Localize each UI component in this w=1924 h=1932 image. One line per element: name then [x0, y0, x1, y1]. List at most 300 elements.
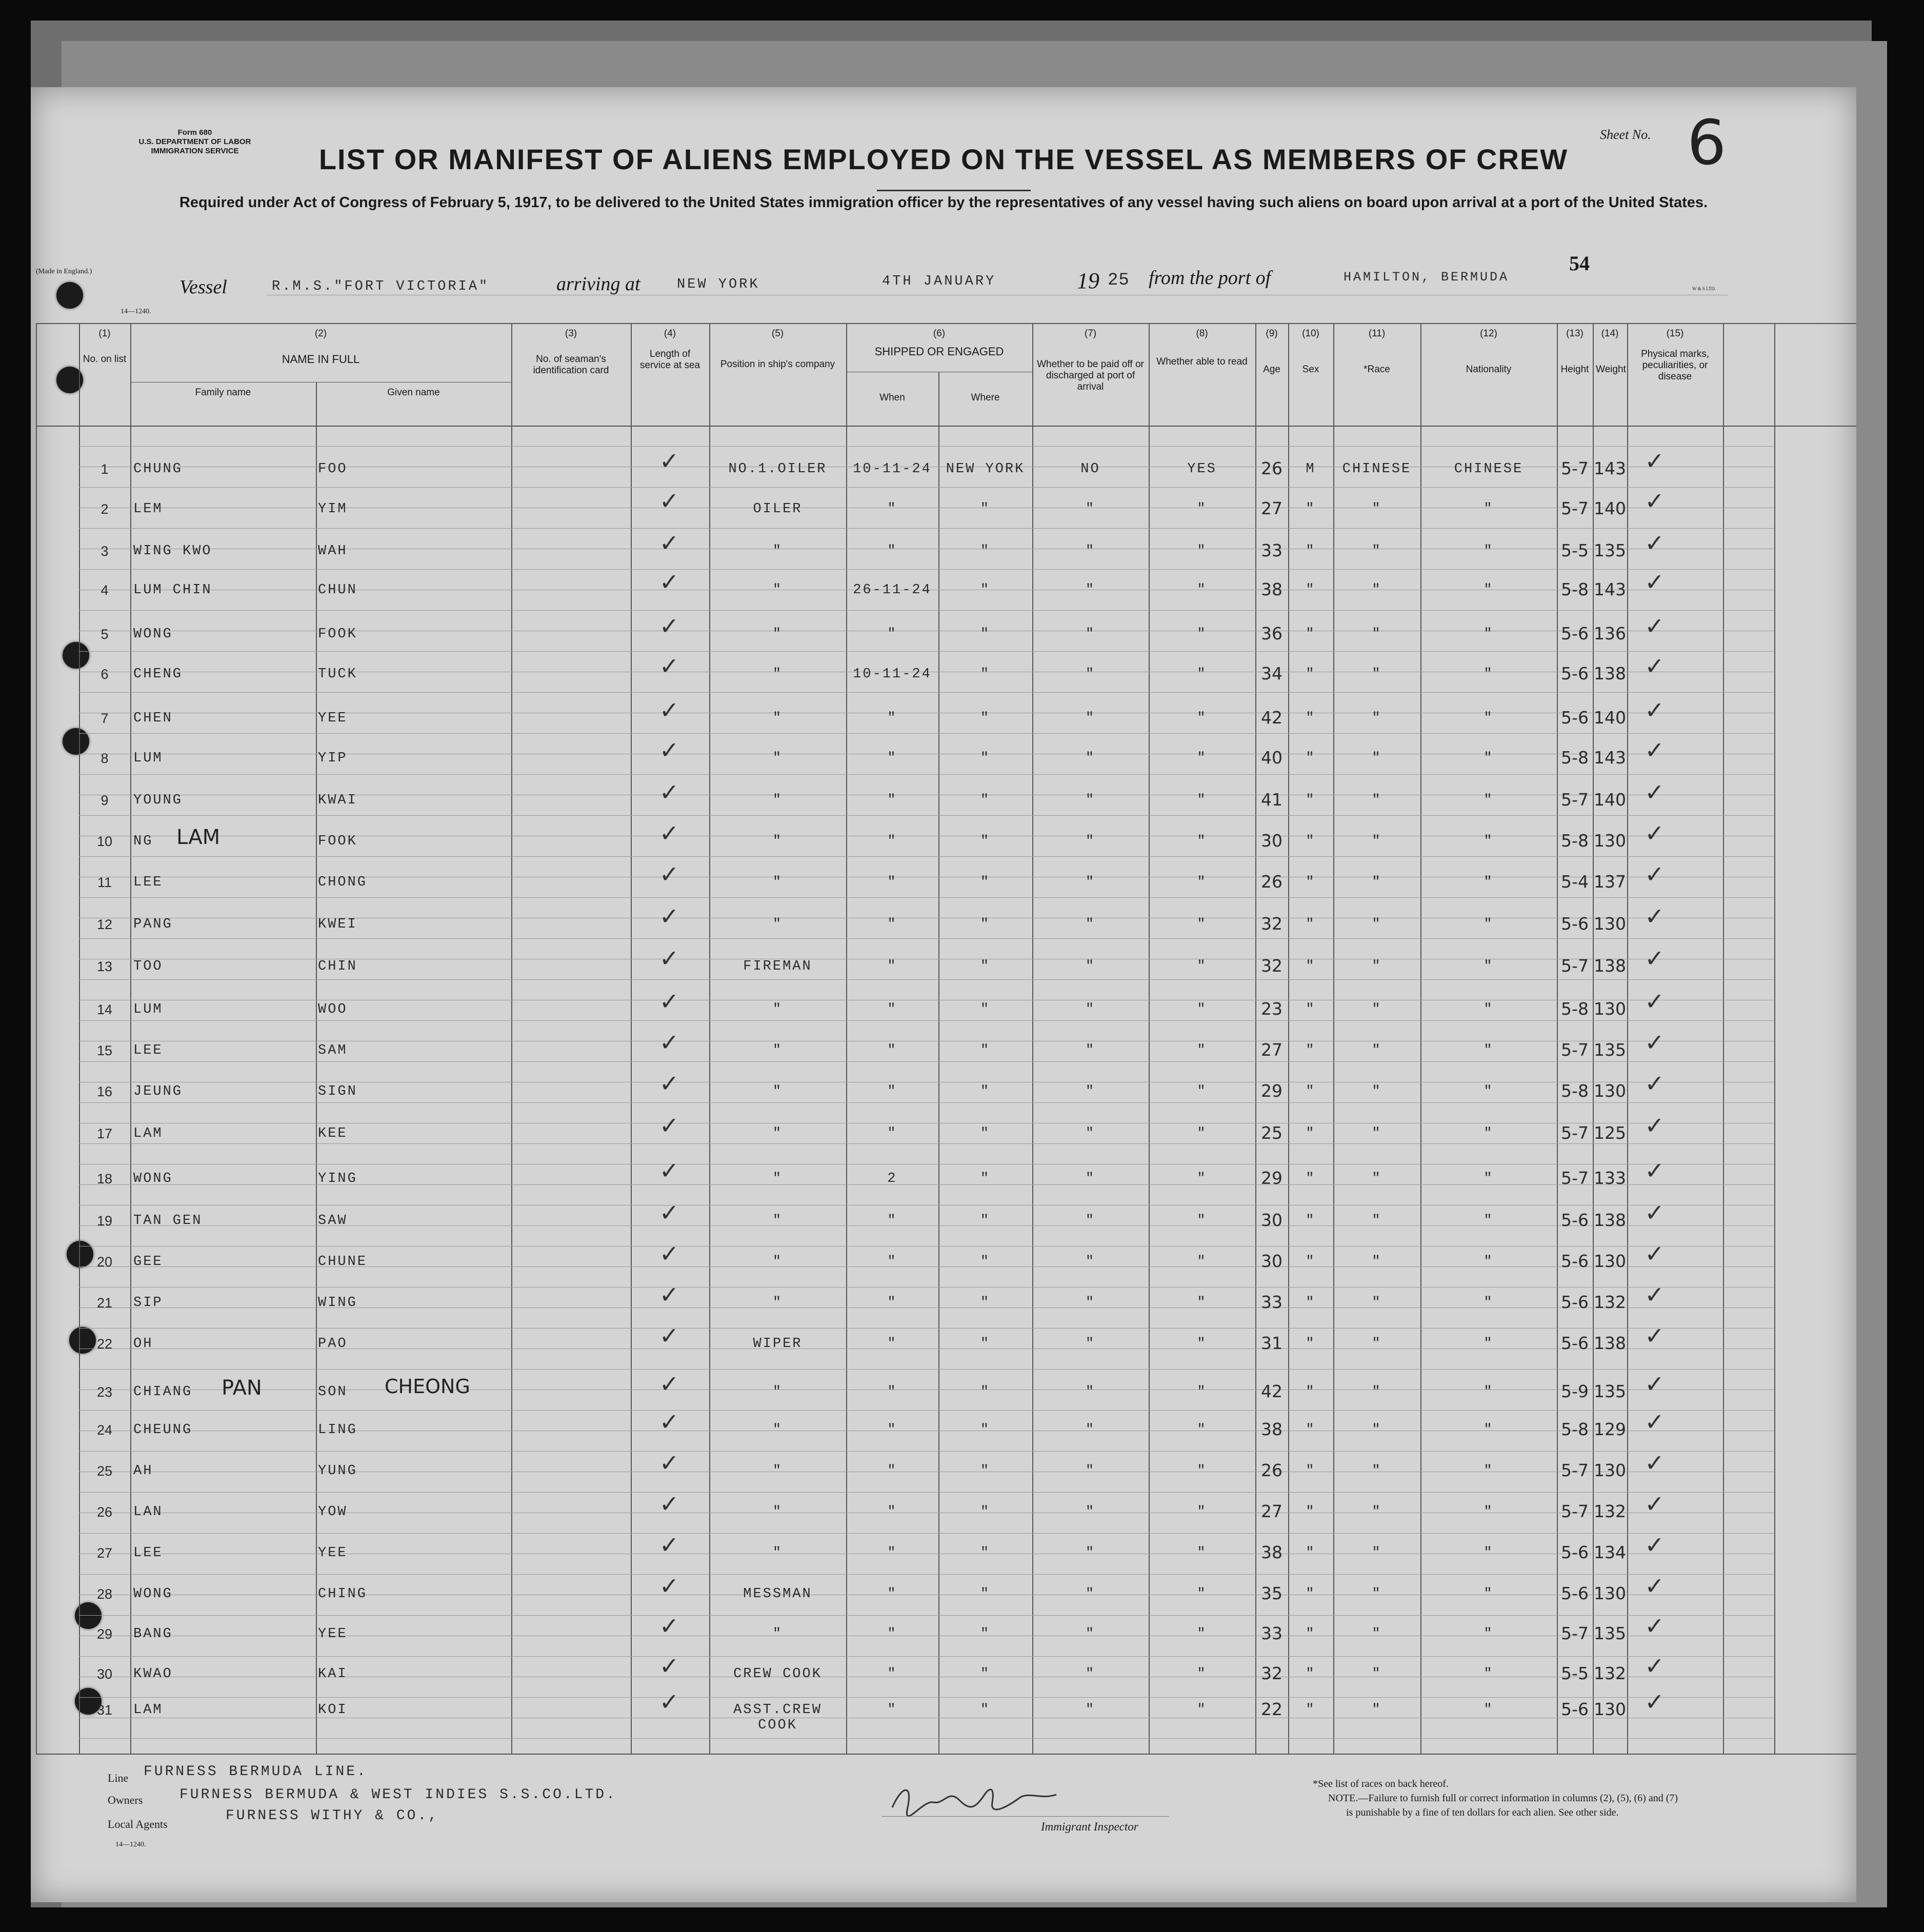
cell-no: 8 — [101, 751, 109, 766]
cell-read: " — [1197, 1254, 1207, 1270]
cell-position: " — [772, 711, 783, 726]
cell-where: " — [980, 1702, 991, 1718]
cell-paid: " — [1085, 1586, 1096, 1602]
cell-race: " — [1372, 1084, 1382, 1099]
cell-service: ✓ — [659, 1112, 681, 1139]
cell-paid: NO — [1080, 461, 1100, 477]
cell-family: LAN — [133, 1504, 163, 1520]
cell-age: 38 — [1261, 1542, 1282, 1562]
cell-sex: " — [1306, 544, 1316, 559]
cell-nationality: " — [1484, 1422, 1494, 1438]
ruled-line — [79, 1328, 1774, 1329]
column-divider — [130, 323, 131, 1754]
cell-when: " — [887, 501, 897, 517]
cell-nationality: " — [1484, 834, 1494, 849]
cell-when: " — [887, 1626, 897, 1642]
cell-age: 27 — [1261, 1501, 1282, 1521]
cell-race: " — [1372, 1171, 1382, 1186]
cell-weight: 129 — [1594, 1419, 1626, 1439]
cell-height: 5-6 — [1561, 1699, 1589, 1719]
cell-position: FIREMAN — [743, 959, 812, 974]
cell-no: 29 — [96, 1626, 113, 1642]
cell-sex: " — [1306, 751, 1316, 766]
cell-weight: 130 — [1594, 999, 1626, 1019]
cell-marks: ✓ — [1645, 652, 1666, 680]
cell-family: PANG — [133, 917, 173, 932]
cell-family: LEE — [133, 875, 163, 890]
cell-family: NG — [133, 834, 153, 849]
cell-given: CHONG — [318, 875, 368, 890]
cell-weight: 143 — [1594, 458, 1626, 478]
cell-where: " — [980, 959, 991, 974]
cell-position: ASST.CREW COOK — [733, 1702, 822, 1733]
cell-position: " — [772, 1384, 783, 1400]
column-number: (4) — [664, 328, 676, 339]
total-count: 54 — [1569, 252, 1590, 275]
ruled-line — [79, 569, 1774, 570]
cell-read: " — [1197, 1084, 1207, 1099]
cell-when: " — [887, 1084, 897, 1099]
ruled-line — [79, 1697, 1774, 1698]
cell-weight: 130 — [1594, 1460, 1626, 1480]
cell-marks: ✓ — [1645, 1157, 1666, 1184]
column-header: Nationality — [1466, 364, 1512, 375]
ruled-line — [79, 1615, 1774, 1616]
cell-where: " — [980, 1504, 991, 1520]
ruled-line — [79, 1102, 1774, 1103]
cell-weight: 140 — [1594, 790, 1626, 810]
ruled-line — [79, 1143, 1774, 1144]
column-divider — [1255, 323, 1256, 1754]
cell-no: 10 — [96, 834, 113, 849]
cell-sex: " — [1306, 1126, 1316, 1141]
cell-service: ✓ — [659, 988, 681, 1015]
form-service: IMMIGRATION SERVICE — [151, 147, 239, 155]
cell-sex: " — [1306, 1254, 1316, 1270]
cell-given: YEE — [318, 1626, 348, 1642]
cell-read: " — [1197, 1545, 1207, 1561]
line-value: FURNESS BERMUDA LINE. — [144, 1764, 368, 1780]
cell-when: " — [887, 711, 897, 726]
cell-where: " — [980, 1002, 991, 1017]
table-top-border — [36, 323, 1856, 324]
cell-when: " — [887, 544, 897, 559]
form-number: Form 680 — [177, 128, 212, 137]
made-in: (Made in England.) — [36, 268, 92, 275]
ruled-line — [79, 979, 1774, 980]
cell-sex: " — [1306, 1666, 1316, 1682]
handwritten-family-name: LAM — [176, 826, 221, 849]
cell-when: 10-11-24 — [853, 461, 932, 477]
column-header: *Race — [1364, 364, 1390, 375]
cell-marks: ✓ — [1645, 860, 1666, 888]
cell-sex: " — [1306, 793, 1316, 808]
cell-age: 33 — [1261, 540, 1282, 560]
column-number: (12) — [1480, 328, 1497, 339]
cell-family: CHUNG — [133, 461, 183, 477]
cell-where: " — [980, 834, 991, 849]
cell-race: " — [1372, 1336, 1382, 1352]
agents-value: FURNESS WITHY & CO., — [226, 1808, 439, 1824]
cell-race: " — [1372, 793, 1382, 808]
cell-given: KOI — [318, 1702, 348, 1718]
inspector-signature — [887, 1779, 1061, 1820]
cell-weight: 138 — [1594, 1210, 1626, 1230]
column-header: Sex — [1302, 364, 1319, 375]
cell-position: " — [772, 1043, 783, 1058]
cell-given: YIP — [318, 751, 348, 766]
cell-weight: 138 — [1594, 956, 1626, 976]
cell-weight: 134 — [1594, 1542, 1626, 1562]
column-divider — [1420, 323, 1421, 1754]
column-number: (7) — [1084, 328, 1097, 339]
cell-position: " — [772, 667, 783, 682]
cell-nationality: " — [1484, 1666, 1494, 1682]
cell-paid: " — [1085, 1126, 1096, 1141]
sheet-label: Sheet No. — [1600, 127, 1651, 142]
cell-given: PAO — [318, 1336, 348, 1352]
cell-where: " — [980, 1463, 991, 1479]
cell-paid: " — [1085, 751, 1096, 766]
cell-read: " — [1197, 1586, 1207, 1602]
cell-family: BANG — [133, 1626, 173, 1642]
punch-hole — [56, 282, 83, 309]
cell-weight: 133 — [1594, 1168, 1626, 1188]
cell-sex: " — [1306, 627, 1316, 642]
cell-paid: " — [1085, 793, 1096, 808]
cell-paid: " — [1085, 1463, 1096, 1479]
cell-read: " — [1197, 751, 1207, 766]
cell-race: " — [1372, 875, 1382, 890]
cell-sex: " — [1306, 1702, 1316, 1718]
cell-nationality: " — [1484, 1545, 1494, 1561]
column-divider — [1774, 323, 1775, 1754]
cell-paid: " — [1085, 1213, 1096, 1229]
cell-no: 7 — [101, 711, 109, 726]
cell-age: 25 — [1261, 1123, 1282, 1143]
cell-when: " — [887, 1295, 897, 1311]
cell-position: " — [772, 1422, 783, 1438]
cell-when: " — [887, 1545, 897, 1561]
cell-no: 15 — [96, 1043, 113, 1058]
cell-family: KWAO — [133, 1666, 173, 1682]
cell-paid: " — [1085, 544, 1096, 559]
cell-read: " — [1197, 1002, 1207, 1017]
cell-nationality: CHINESE — [1454, 461, 1524, 477]
cell-when: " — [887, 1586, 897, 1602]
cell-service: ✓ — [659, 529, 681, 557]
footer-print-code: 14—1240. — [115, 1841, 146, 1848]
cell-read: " — [1197, 1043, 1207, 1058]
cell-weight: 140 — [1594, 708, 1626, 728]
cell-nationality: " — [1484, 1126, 1494, 1141]
ruled-line — [79, 1492, 1774, 1493]
cell-weight: 130 — [1594, 831, 1626, 851]
cell-marks: ✓ — [1645, 1070, 1666, 1097]
cell-height: 5-6 — [1561, 623, 1589, 643]
cell-paid: " — [1085, 917, 1096, 932]
cell-family: AH — [133, 1463, 153, 1479]
cell-position: " — [772, 1171, 783, 1186]
cell-service: ✓ — [659, 1688, 681, 1716]
line-label: Line — [108, 1772, 129, 1784]
cell-age: 41 — [1261, 790, 1282, 810]
cell-marks: ✓ — [1645, 487, 1666, 515]
cell-given: YING — [318, 1171, 357, 1186]
cell-age: 22 — [1261, 1699, 1282, 1719]
cell-race: " — [1372, 1043, 1382, 1058]
cell-sex: " — [1306, 1463, 1316, 1479]
agents-label: Local Agents — [108, 1818, 168, 1830]
ruled-line — [79, 1738, 1774, 1739]
cell-height: 5-6 — [1561, 1333, 1589, 1353]
column-divider — [316, 382, 317, 1754]
cell-marks: ✓ — [1645, 612, 1666, 640]
cell-race: " — [1372, 1545, 1382, 1561]
cell-race: " — [1372, 544, 1382, 559]
ruled-line — [79, 938, 1774, 939]
cell-position: " — [772, 544, 783, 559]
cell-age: 36 — [1261, 623, 1282, 643]
cell-weight: 136 — [1594, 623, 1626, 643]
cell-height: 5-7 — [1561, 956, 1589, 976]
cell-height: 5-6 — [1561, 1210, 1589, 1230]
column-divider — [1593, 323, 1594, 1754]
cell-position: " — [772, 793, 783, 808]
cell-marks: ✓ — [1645, 1449, 1666, 1477]
cell-given: TUCK — [318, 667, 357, 682]
cell-weight: 132 — [1594, 1501, 1626, 1521]
cell-read: " — [1197, 1422, 1207, 1438]
cell-where: " — [980, 917, 991, 932]
cell-read: " — [1197, 1295, 1207, 1311]
cell-paid: " — [1085, 1422, 1096, 1438]
cell-where: " — [980, 627, 991, 642]
cell-position: NO.1.OILER — [728, 461, 827, 477]
cell-given: CHUN — [318, 582, 357, 598]
cell-race: " — [1372, 1422, 1382, 1438]
cell-age: 26 — [1261, 872, 1282, 892]
table-bottom-border — [36, 1754, 1856, 1755]
cell-where: " — [980, 1545, 991, 1561]
cell-family: CHEN — [133, 711, 173, 726]
column-number: (11) — [1368, 328, 1386, 339]
cell-no: 14 — [96, 1002, 113, 1017]
cell-no: 3 — [101, 544, 109, 559]
cell-read: " — [1197, 1626, 1207, 1642]
cell-marks: ✓ — [1645, 1612, 1666, 1640]
cell-no: 26 — [96, 1504, 113, 1520]
column-divider — [1723, 323, 1724, 1754]
cell-when: " — [887, 1666, 897, 1682]
cell-height: 5-6 — [1561, 1251, 1589, 1271]
cell-marks: ✓ — [1645, 1370, 1666, 1398]
cell-read: " — [1197, 1463, 1207, 1479]
ruled-line — [79, 1574, 1774, 1575]
cell-sex: " — [1306, 1422, 1316, 1438]
cell-read: " — [1197, 582, 1207, 598]
cell-age: 32 — [1261, 956, 1282, 976]
column-header: No. on list — [83, 354, 127, 365]
cell-read: " — [1197, 793, 1207, 808]
cell-read: " — [1197, 959, 1207, 974]
cell-service: ✓ — [659, 1449, 681, 1477]
cell-weight: 138 — [1594, 1333, 1626, 1353]
ruled-line — [79, 446, 1774, 447]
print-code: 14—1240. — [121, 308, 151, 315]
cell-read: " — [1197, 834, 1207, 849]
cell-read: " — [1197, 1504, 1207, 1520]
cell-age: 32 — [1261, 914, 1282, 934]
cell-paid: " — [1085, 1084, 1096, 1099]
cell-height: 5-5 — [1561, 540, 1589, 560]
ruled-line — [79, 856, 1774, 857]
cell-where: " — [980, 1626, 991, 1642]
cell-marks: ✓ — [1645, 902, 1666, 930]
manifest-page — [31, 87, 1856, 1902]
cell-family: WING KWO — [133, 544, 212, 559]
note-star: *See list of races on back hereof. — [1313, 1778, 1449, 1789]
cell-height: 5-7 — [1561, 1040, 1589, 1060]
cell-age: 33 — [1261, 1623, 1282, 1643]
cell-position: " — [772, 1126, 783, 1141]
cell-position: " — [772, 1295, 783, 1311]
cell-position: CREW COOK — [733, 1666, 822, 1682]
ruled-line — [79, 815, 1774, 816]
cell-age: 27 — [1261, 1040, 1282, 1060]
cell-where: " — [980, 501, 991, 517]
cell-race: " — [1372, 1586, 1382, 1602]
cell-position: " — [772, 582, 783, 598]
cell-race: " — [1372, 501, 1382, 517]
cell-sex: " — [1306, 1171, 1316, 1186]
cell-nationality: " — [1484, 1084, 1494, 1099]
cell-weight: 130 — [1594, 1251, 1626, 1271]
cell-age: 27 — [1261, 498, 1282, 518]
cell-sex: " — [1306, 1295, 1316, 1311]
cell-given: CHIN — [318, 959, 357, 974]
year-suffix: 25 — [1108, 271, 1130, 290]
cell-service: ✓ — [659, 1370, 681, 1398]
cell-weight: 137 — [1594, 872, 1626, 892]
table-header-border — [36, 426, 1856, 427]
cell-when: " — [887, 1702, 897, 1718]
column-header: Age — [1263, 364, 1280, 375]
cell-weight: 132 — [1594, 1663, 1626, 1683]
cell-service: ✓ — [659, 1281, 681, 1309]
cell-given: YUNG — [318, 1463, 357, 1479]
cell-given: YOW — [318, 1504, 348, 1520]
cell-family: JEUNG — [133, 1084, 183, 1099]
cell-position: " — [772, 1002, 783, 1017]
cell-read: " — [1197, 917, 1207, 932]
cell-height: 5-7 — [1561, 458, 1589, 478]
cell-where: " — [980, 1295, 991, 1311]
cell-when: " — [887, 751, 897, 766]
cell-race: " — [1372, 627, 1382, 642]
cell-family: WONG — [133, 627, 173, 642]
cell-when: " — [887, 1254, 897, 1270]
owners-value: FURNESS BERMUDA & WEST INDIES S.S.CO.LTD. — [179, 1787, 617, 1803]
cell-given: KWAI — [318, 793, 357, 808]
cell-race: " — [1372, 667, 1382, 682]
cell-service: ✓ — [659, 1652, 681, 1680]
cell-height: 5-4 — [1561, 872, 1589, 892]
cell-nationality: " — [1484, 1702, 1494, 1718]
cell-where: " — [980, 1084, 991, 1099]
cell-position: " — [772, 1463, 783, 1479]
cell-service: ✓ — [659, 696, 681, 724]
cell-read: " — [1197, 1171, 1207, 1186]
cell-no: 12 — [96, 917, 113, 932]
cell-service: ✓ — [659, 568, 681, 596]
cell-age: 30 — [1261, 1210, 1282, 1230]
cell-height: 5-8 — [1561, 831, 1589, 851]
cell-no: 24 — [96, 1422, 113, 1438]
cell-sex: " — [1306, 711, 1316, 726]
cell-nationality: " — [1484, 959, 1494, 974]
column-divider — [1288, 323, 1289, 1754]
cell-marks: ✓ — [1645, 568, 1666, 596]
cell-marks: ✓ — [1645, 1408, 1666, 1436]
column-divider — [1149, 323, 1150, 1754]
cell-service: ✓ — [659, 487, 681, 515]
cell-nationality: " — [1484, 1504, 1494, 1520]
cell-race: " — [1372, 959, 1382, 974]
cell-where: " — [980, 1213, 991, 1229]
cell-read: " — [1197, 1336, 1207, 1352]
cell-race: " — [1372, 917, 1382, 932]
column-divider — [709, 323, 710, 1754]
cell-family: LUM — [133, 1002, 163, 1017]
ruled-line — [79, 1533, 1774, 1534]
arrival-date: 4TH JANUARY — [882, 274, 996, 289]
cell-race: " — [1372, 1126, 1382, 1141]
cell-paid: " — [1085, 1295, 1096, 1311]
cell-marks: ✓ — [1645, 1572, 1666, 1600]
cell-position: " — [772, 834, 783, 849]
cell-height: 5-7 — [1561, 1123, 1589, 1143]
cell-nationality: " — [1484, 582, 1494, 598]
cell-read: " — [1197, 667, 1207, 682]
cell-when: " — [887, 1213, 897, 1229]
cell-sex: " — [1306, 1384, 1316, 1400]
cell-age: 38 — [1261, 1419, 1282, 1439]
cell-race: " — [1372, 1666, 1382, 1682]
cell-nationality: " — [1484, 544, 1494, 559]
cell-age: 31 — [1261, 1333, 1282, 1353]
cell-nationality: " — [1484, 917, 1494, 932]
cell-weight: 138 — [1594, 663, 1626, 683]
cell-race: " — [1372, 1213, 1382, 1229]
cell-race: " — [1372, 1626, 1382, 1642]
cell-marks: ✓ — [1645, 819, 1666, 847]
form-department: U.S. DEPARTMENT OF LABOR — [138, 137, 251, 146]
cell-no: 27 — [96, 1545, 113, 1561]
inspector-label: Immigrant Inspector — [1041, 1820, 1138, 1833]
cell-service: ✓ — [659, 1070, 681, 1097]
note-2: is punishable by a fine of ten dollars for each alien. See other side. — [1346, 1807, 1619, 1818]
column-header: Physical marks, peculiarities, or disease — [1640, 349, 1710, 382]
cell-nationality: " — [1484, 793, 1494, 808]
cell-nationality: " — [1484, 711, 1494, 726]
cell-marks: ✓ — [1645, 988, 1666, 1015]
cell-family: LAM — [133, 1126, 163, 1141]
cell-service: ✓ — [659, 736, 681, 764]
cell-family: LAM — [133, 1702, 163, 1718]
cell-age: 26 — [1261, 1460, 1282, 1480]
ruled-line — [79, 733, 1774, 734]
